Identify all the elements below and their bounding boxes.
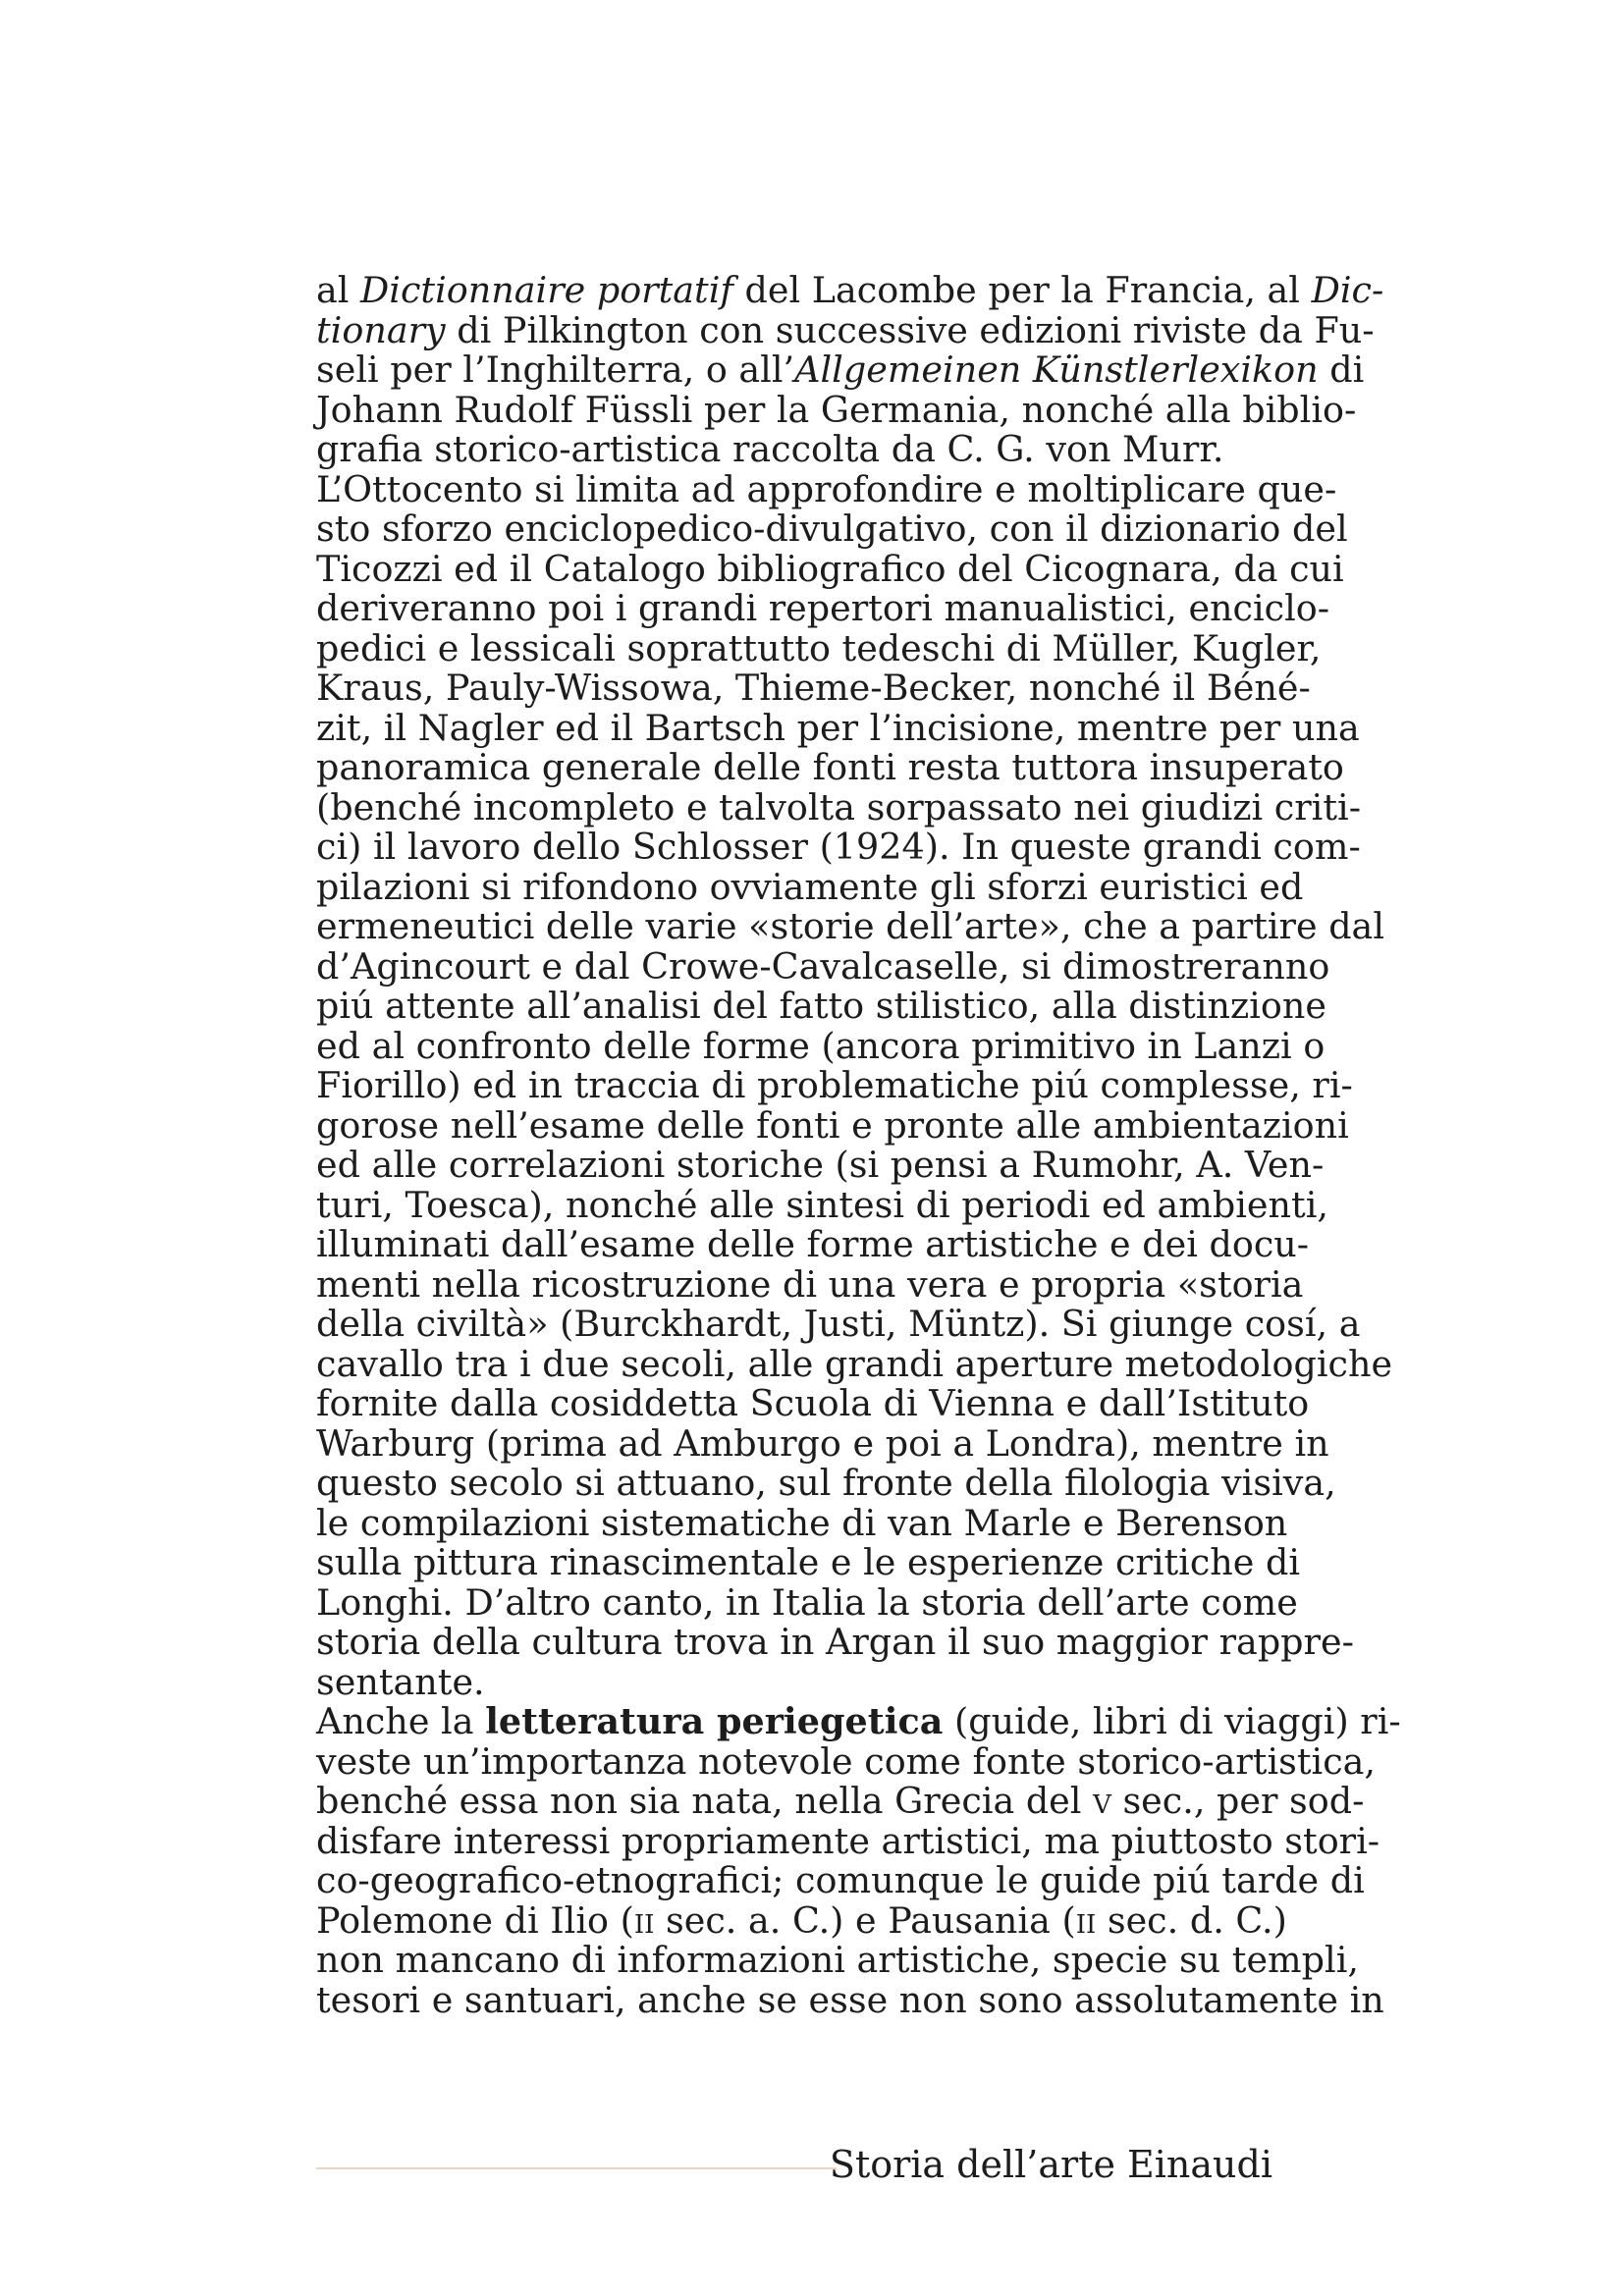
text-line xyxy=(316,1501,1288,1544)
text-line xyxy=(316,1739,1377,1783)
italic-title: Dictionnaire portatif xyxy=(360,269,733,311)
text-line xyxy=(316,626,1322,669)
text-run: sec. a. C.) e Pausania ( xyxy=(654,1898,1076,1942)
text-line xyxy=(316,865,1304,908)
text-run: tesori e santuari, anche se esse non sono assolutamente in xyxy=(316,1978,1384,2021)
text-run: fornite dalla cosiddetta Scuola di Vienna e dall’Istituto xyxy=(316,1382,1310,1424)
text-run: grafia storico-artistica raccolta da C. G. von Murr. xyxy=(316,428,1224,470)
text-run: panoramica generale delle fonti resta tuttora insuperato xyxy=(316,746,1344,788)
text-line xyxy=(316,1819,1380,1862)
text-run: turi, Toesca), nonché alle sintesi di periodi ed ambienti, xyxy=(316,1183,1328,1226)
text-line xyxy=(316,1780,1365,1822)
text-line xyxy=(316,1859,1365,1901)
text-line xyxy=(316,1303,1361,1345)
text-run: zit, il Nagler ed il Bartsch per l’incisione, mentre per una xyxy=(316,706,1360,749)
text-line xyxy=(316,1462,1336,1504)
text-run: disfare interessi propriamente artistici, ma piuttosto stori- xyxy=(316,1819,1380,1862)
text-run: sulla pittura rinascimentale e le esperienze critiche di xyxy=(316,1541,1301,1583)
text-run: Polemone di Ilio ( xyxy=(316,1898,634,1942)
text-line xyxy=(316,1621,1354,1663)
text-run: menti nella ricostruzione di una vera e propria «storia xyxy=(316,1262,1304,1306)
text-run: illuminati dall’esame delle forme artistiche e dei docu- xyxy=(316,1223,1310,1265)
text-run: L’Ottocento si limita ad approfondire e moltiplicare que- xyxy=(316,467,1337,510)
text-line xyxy=(316,587,1330,629)
text-run: cavallo tra i due secoli, alle grandi aperture metodologiche xyxy=(316,1342,1393,1385)
text-line xyxy=(316,746,1344,788)
text-run: sentante. xyxy=(316,1660,485,1703)
italic-title: Dic- xyxy=(1311,269,1384,311)
text-line xyxy=(316,467,1337,510)
body-text xyxy=(316,269,1401,2021)
text-run: d’Agincourt e dal Crowe-Cavalcaselle, si dimostreranno xyxy=(316,944,1330,988)
text-run: ii xyxy=(633,1898,655,1942)
text-line xyxy=(316,1939,1359,1981)
text-run: Anche la xyxy=(316,1700,486,1742)
text-run: seli per l’Inghilterra, o all’ xyxy=(316,348,795,391)
text-run: (benché incompleto e talvolta sorpassato nei giudizi criti- xyxy=(316,785,1362,828)
text-line xyxy=(316,1223,1310,1265)
text-line xyxy=(316,388,1357,431)
text-run: Kraus, Pauly-Wissowa, Thieme-Becker, nonché il Béné- xyxy=(316,667,1311,709)
text-run: storia della cultura trova in Argan il suo maggior rappre- xyxy=(316,1621,1354,1663)
text-run: ermeneutici delle varie «storie dell’arte», che a partire dal xyxy=(316,905,1384,947)
text-line xyxy=(316,905,1384,947)
text-run: Fiorillo) ed in traccia di problematiche piú complesse, ri- xyxy=(316,1064,1353,1106)
text-run: sec. d. C.) xyxy=(1096,1898,1287,1942)
text-line xyxy=(316,1580,1298,1624)
text-run: ed al confronto delle forme (ancora primitivo in Lanzi o xyxy=(316,1024,1325,1067)
text-run: piú attente all’analisi del fatto stilistico, alla distinzione xyxy=(316,985,1326,1027)
text-run: del Lacombe per la Francia, al xyxy=(732,269,1312,311)
text-run: della civiltà» (Burckhardt, Justi, Müntz). Si giunge cosí, a xyxy=(316,1303,1361,1345)
text-run: al xyxy=(316,269,361,311)
text-run: v xyxy=(1093,1780,1111,1822)
text-line xyxy=(316,308,1375,351)
text-run: veste un’importanza notevole come fonte storico-artistica, xyxy=(316,1739,1377,1783)
text-run: benché essa non sia nata, nella Grecia del xyxy=(316,1780,1094,1822)
text-run: Longhi. D’altro canto, in Italia la storia dell’arte come xyxy=(316,1580,1298,1624)
footer-rule xyxy=(316,2167,837,2169)
bold-term: letteratura periegetica xyxy=(485,1700,944,1742)
text-line xyxy=(316,785,1362,828)
text-line xyxy=(316,1024,1325,1067)
text-line xyxy=(316,1660,1272,1703)
text-line xyxy=(316,1183,1328,1226)
text-run: sec., per sod- xyxy=(1110,1780,1365,1822)
text-line xyxy=(316,1382,1310,1424)
text-line xyxy=(316,430,1272,470)
text-run: pedici e lessicali soprattutto tedeschi di Müller, Kugler, xyxy=(316,626,1322,669)
text-line xyxy=(316,1342,1393,1385)
text-run: sto sforzo enciclopedico-divulgativo, con il dizionario del xyxy=(316,507,1348,550)
italic-title: Allgemeinen Künstlerlexikon xyxy=(794,348,1319,391)
text-line xyxy=(316,985,1326,1027)
text-run: Warburg (prima ad Amburgo e poi a Londra), mentre in xyxy=(316,1421,1329,1465)
text-run: ed alle correlazioni storiche (si pensi a Rumohr, A. Ven- xyxy=(316,1144,1325,1186)
text-line xyxy=(316,507,1348,550)
text-line xyxy=(316,1262,1304,1306)
text-line xyxy=(316,1421,1329,1465)
text-run: deriveranno poi i grandi repertori manualistici, enciclo- xyxy=(316,587,1330,629)
text-line xyxy=(316,547,1344,590)
text-run: (guide, libri di viaggi) ri- xyxy=(943,1700,1401,1742)
text-line xyxy=(316,706,1360,749)
text-line xyxy=(316,1144,1325,1186)
text-run: di Pilkington con successive edizioni riviste da Fu- xyxy=(445,308,1375,351)
text-line xyxy=(316,944,1330,988)
text-line xyxy=(316,667,1311,709)
text-run: co-geografico-etnografici; comunque le guide piú tarde di xyxy=(316,1859,1365,1901)
text-run: questo secolo si attuano, sul fronte della filologia visiva, xyxy=(316,1462,1336,1504)
text-line xyxy=(316,1700,1401,1742)
text-line xyxy=(316,269,1384,311)
text-run: le compilazioni sistematiche di van Marle e Berenson xyxy=(316,1501,1288,1544)
text-line xyxy=(316,826,1361,868)
text-run: non mancano di informazioni artistiche, specie su templi, xyxy=(316,1939,1359,1981)
footer-title: Storia dell’arte Einaudi xyxy=(829,2143,1272,2186)
text-line xyxy=(316,348,1365,391)
text-run: ci) il lavoro dello Schlosser (1924). In queste grandi com- xyxy=(316,826,1361,868)
text-run: di xyxy=(1318,348,1365,391)
text-run: Johann Rudolf Füssli per la Germania, nonché alla biblio- xyxy=(316,388,1357,431)
text-line xyxy=(316,1064,1353,1106)
text-line xyxy=(316,1898,1287,1942)
text-run: Ticozzi ed il Catalogo bibliografico del Cicognara, da cui xyxy=(316,547,1344,590)
text-line xyxy=(316,1541,1301,1583)
text-line xyxy=(316,1103,1349,1147)
italic-title: tionary xyxy=(316,308,446,351)
text-line xyxy=(316,1978,1384,2021)
text-run: gorose nell’esame delle fonti e pronte alle ambientazioni xyxy=(316,1103,1349,1147)
text-run: pilazioni si rifondono ovviamente gli sforzi euristici ed xyxy=(316,865,1304,908)
text-run: ii xyxy=(1075,1898,1097,1942)
